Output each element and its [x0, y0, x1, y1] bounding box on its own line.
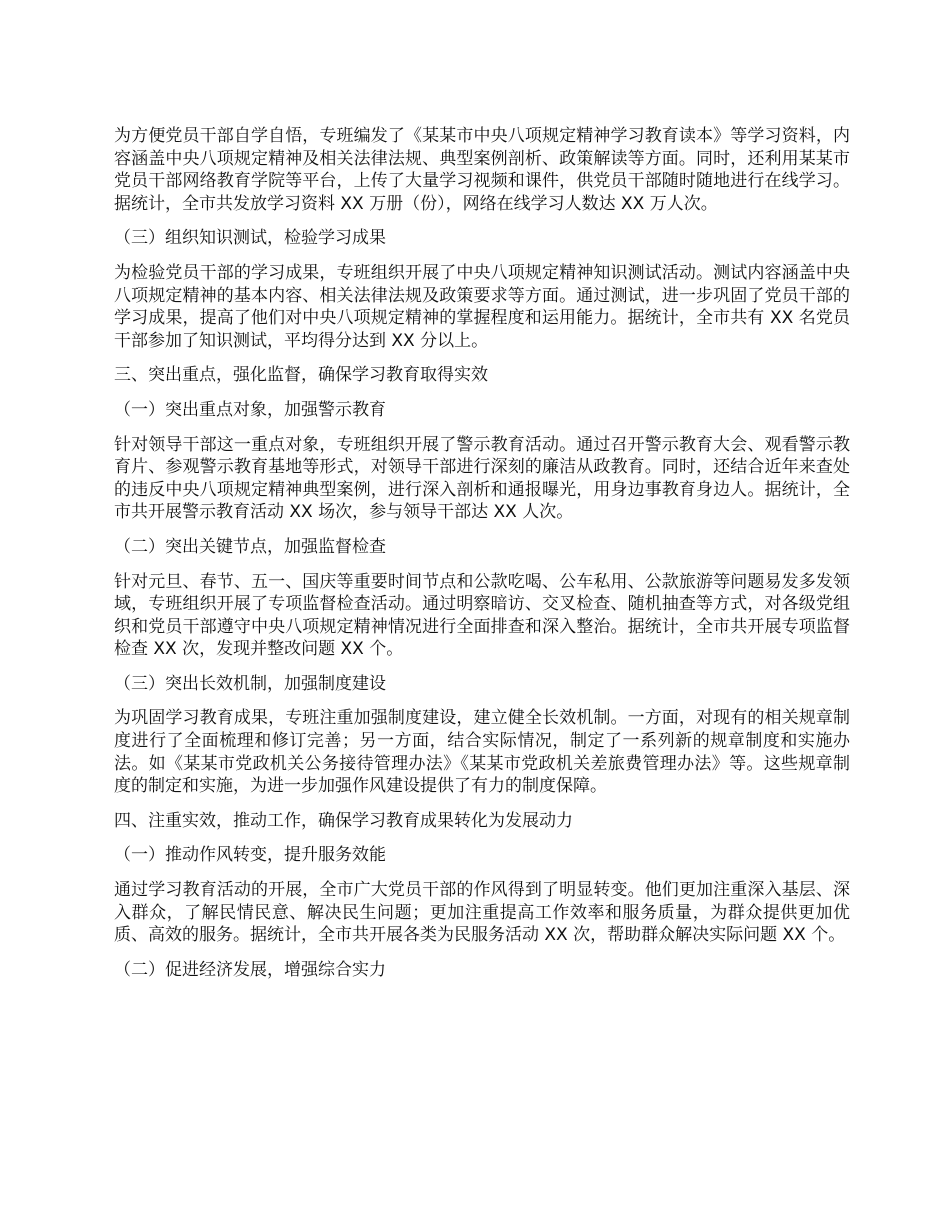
section-heading-4: 四、注重实效，推动工作，确保学习教育成果转化为发展动力 — [114, 810, 573, 831]
heading-economic-development: （二）促进经济发展，增强综合实力 — [114, 959, 386, 980]
heading-knowledge-test: （三）组织知识测试，检验学习成果 — [114, 228, 386, 249]
paragraph-supervision-inspection: 针对元旦、春节、五一、国庆等重要时间节点和公款吃喝、公车私用、公款旅游等问题易发多发领域，专班组织开展了专项监督检查活动。通过明察暗访、交叉检查、随机抽查等方式，对各级党组织和党员干部遵守中央八项规定精神情况进行全面排查和深入整治。据统计，全市共开展专项监督检查 XX 次，发现并整改问题 XX 个。 — [114, 571, 850, 660]
paragraph-knowledge-test: 为检验党员干部的学习成果，专班组织开展了中央八项规定精神知识测试活动。测试内容涵盖中央八项规定精神的基本内容、相关法律法规及政策要求等方面。通过测试，进一步巩固了党员干部的学习成果，提高了他们对中央八项规定精神的掌握程度和运用能力。据统计，全市共有 XX 名党员干部参加了知识测试，平均得分达到 XX 分以上。 — [114, 262, 850, 351]
heading-work-style: （一）推动作风转变，提升服务效能 — [114, 845, 386, 866]
paragraph-warning-education: 针对领导干部这一重点对象，专班组织开展了警示教育活动。通过召开警示教育大会、观看警示教育片、参观警示教育基地等形式，对领导干部进行深刻的廉洁从政教育。同时，还结合近年来查处的违反中央八项规定精神典型案例，进行深入剖析和通报曝光，用身边事教育身边人。据统计，全市共开展警示教育活动 XX 场次，参与领导干部达 XX 人次。 — [114, 434, 850, 523]
heading-supervision-inspection: （二）突出关键节点，加强监督检查 — [114, 536, 386, 557]
paragraph-self-study: 为方便党员干部自学自悟，专班编发了《某某市中央八项规定精神学习教育读本》等学习资料，内容涵盖中央八项规定精神及相关法律法规、典型案例剖析、政策解读等方面。同时，还利用某某市党员干部网络教育学院等平台，上传了大量学习视频和课件，供党员干部随时随地进行在线学习。据统计，全市共发放学习资料 XX 万册（份），网络在线学习人数达 XX 万人次。 — [114, 126, 850, 214]
paragraph-system-building: 为巩固学习教育成果，专班注重加强制度建设，建立健全长效机制。一方面，对现有的相关规章制度进行了全面梳理和修订完善；另一方面，结合实际情况，制定了一系列新的规章制度和实施办法。如《某某市党政机关公务接待管理办法》《某某市党政机关差旅费管理办法》等。这些规章制度的制定和实施，为进一步加强作风建设提供了有力的制度保障。 — [114, 708, 850, 797]
document-page — [114, 125, 850, 993]
heading-system-building: （三）突出长效机制，加强制度建设 — [114, 673, 386, 694]
section-heading-3: 三、突出重点，强化监督，确保学习教育取得实效 — [114, 365, 488, 386]
heading-warning-education: （一）突出重点对象，加强警示教育 — [114, 399, 386, 420]
paragraph-work-style: 通过学习教育活动的开展，全市广大党员干部的作风得到了明显转变。他们更加注重深入基层、深入群众，了解民情民意、解决民生问题；更加注重提高工作效率和服务质量，为群众提供更加优质、高效的服务。据统计，全市共开展各类为民服务活动 XX 次，帮助群众解决实际问题 XX 个。 — [114, 880, 850, 946]
